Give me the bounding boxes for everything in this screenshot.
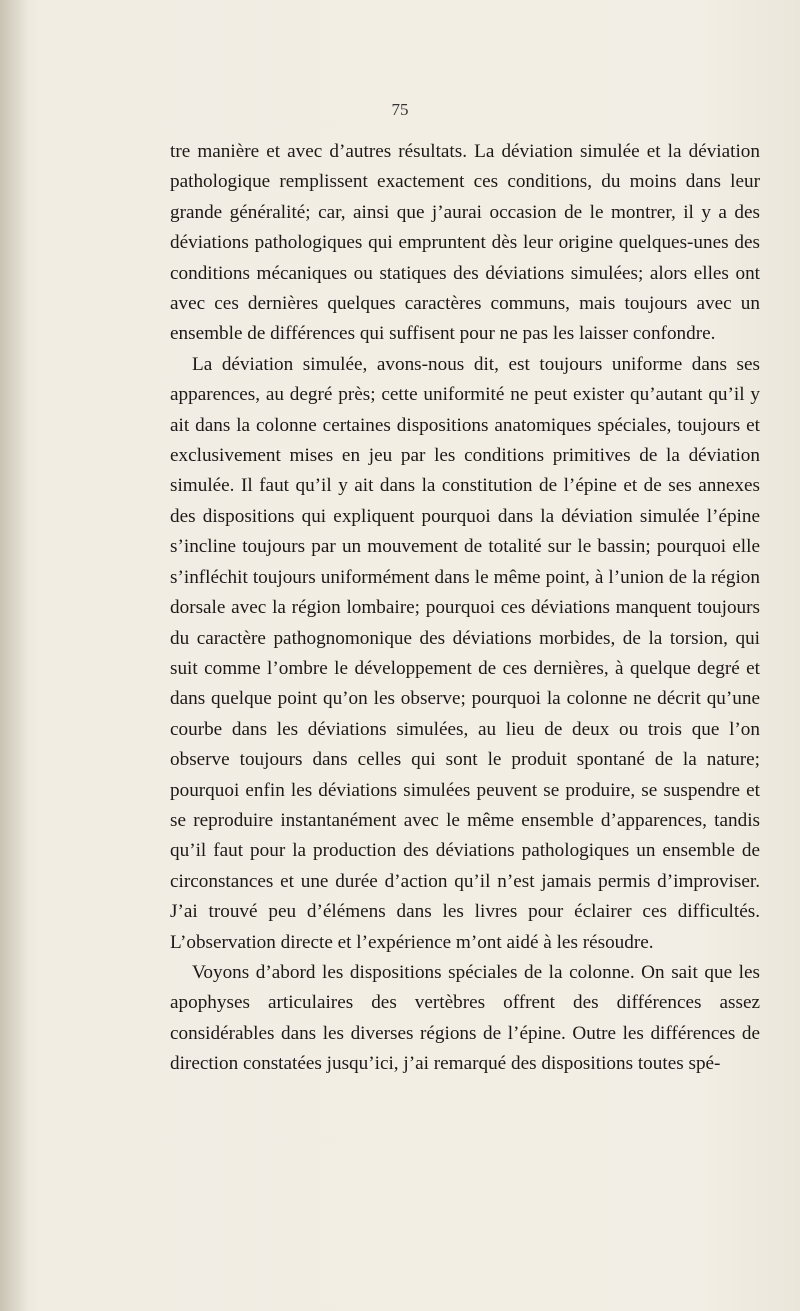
page-text <box>170 137 760 1080</box>
page-number: 75 <box>391 100 409 119</box>
paragraph-2: La déviation simulée, avons-nous dit, est toujours uniforme dans ses apparences, au degré près; cette uniformité ne peut exister qu’autant qu’il y ait dans la colonne certaines dispositions anatomiques spéciales, toujours et exclusivement mises en jeu par les conditions primitives de la déviation simulée. Il faut qu’il y ait dans la constitution de l’épine et de ses annexes des dispositions qui expliquent pourquoi dans la déviation simulée l’épine s’incline toujours par un mouvement de totalité sur le bassin; pourquoi elle s’infléchit toujours uniformément dans le même point, à l’union de la région dorsale avec la région lombaire; pourquoi ces déviations manquent toujours du caractère pathognomonique des déviations morbides, de la torsion, qui suit comme l’ombre le développement de ces dernières, à quelque degré et dans quelque point qu’on les observe; pourquoi la colonne ne décrit qu’une courbe dans les déviations simulées, au lieu de deux ou trois que l’on observe toujours dans celles qui sont le produit spontané de la nature; pourquoi enfin les déviations simulées peuvent se produire, se suspendre et se reproduire instantanément avec le même ensemble d’apparences, tandis qu’il faut pour la production des déviations pathologiques un ensemble de circonstances et une durée d’action qu’il n’est jamais permis d’improviser. J’ai trouvé peu d’élémens dans les livres pour éclairer ces difficultés. L’observation directe et l’expérience m’ont aidé à les résoudre. <box>170 353 760 953</box>
paragraph-3: Voyons d’abord les dispositions spéciales de la colonne. On sait que les apophyses articulaires des vertèbres offrent des différences assez considérables dans les diverses régions de l’épine. Outre les différences de direction constatées jusqu’ici, j’ai remarqué des dispositions toutes spé- <box>170 961 760 1075</box>
paragraph-1: tre manière et avec d’autres résultats. La déviation simulée et la déviation pathologique remplissent exactement ces conditions, du moins dans leur grande généralité; car, ainsi que j’aurai occasion de le montrer, il y a des déviations pathologiques qui empruntent dès leur origine quelques-unes des conditions mécaniques ou statiques des déviations simulées; alors elles ont avec ces dernières quelques caractères communs, mais toujours avec un ensemble de différences qui suffisent pour ne pas les laisser confondre. <box>170 141 760 345</box>
spine-shadow <box>0 0 28 1311</box>
